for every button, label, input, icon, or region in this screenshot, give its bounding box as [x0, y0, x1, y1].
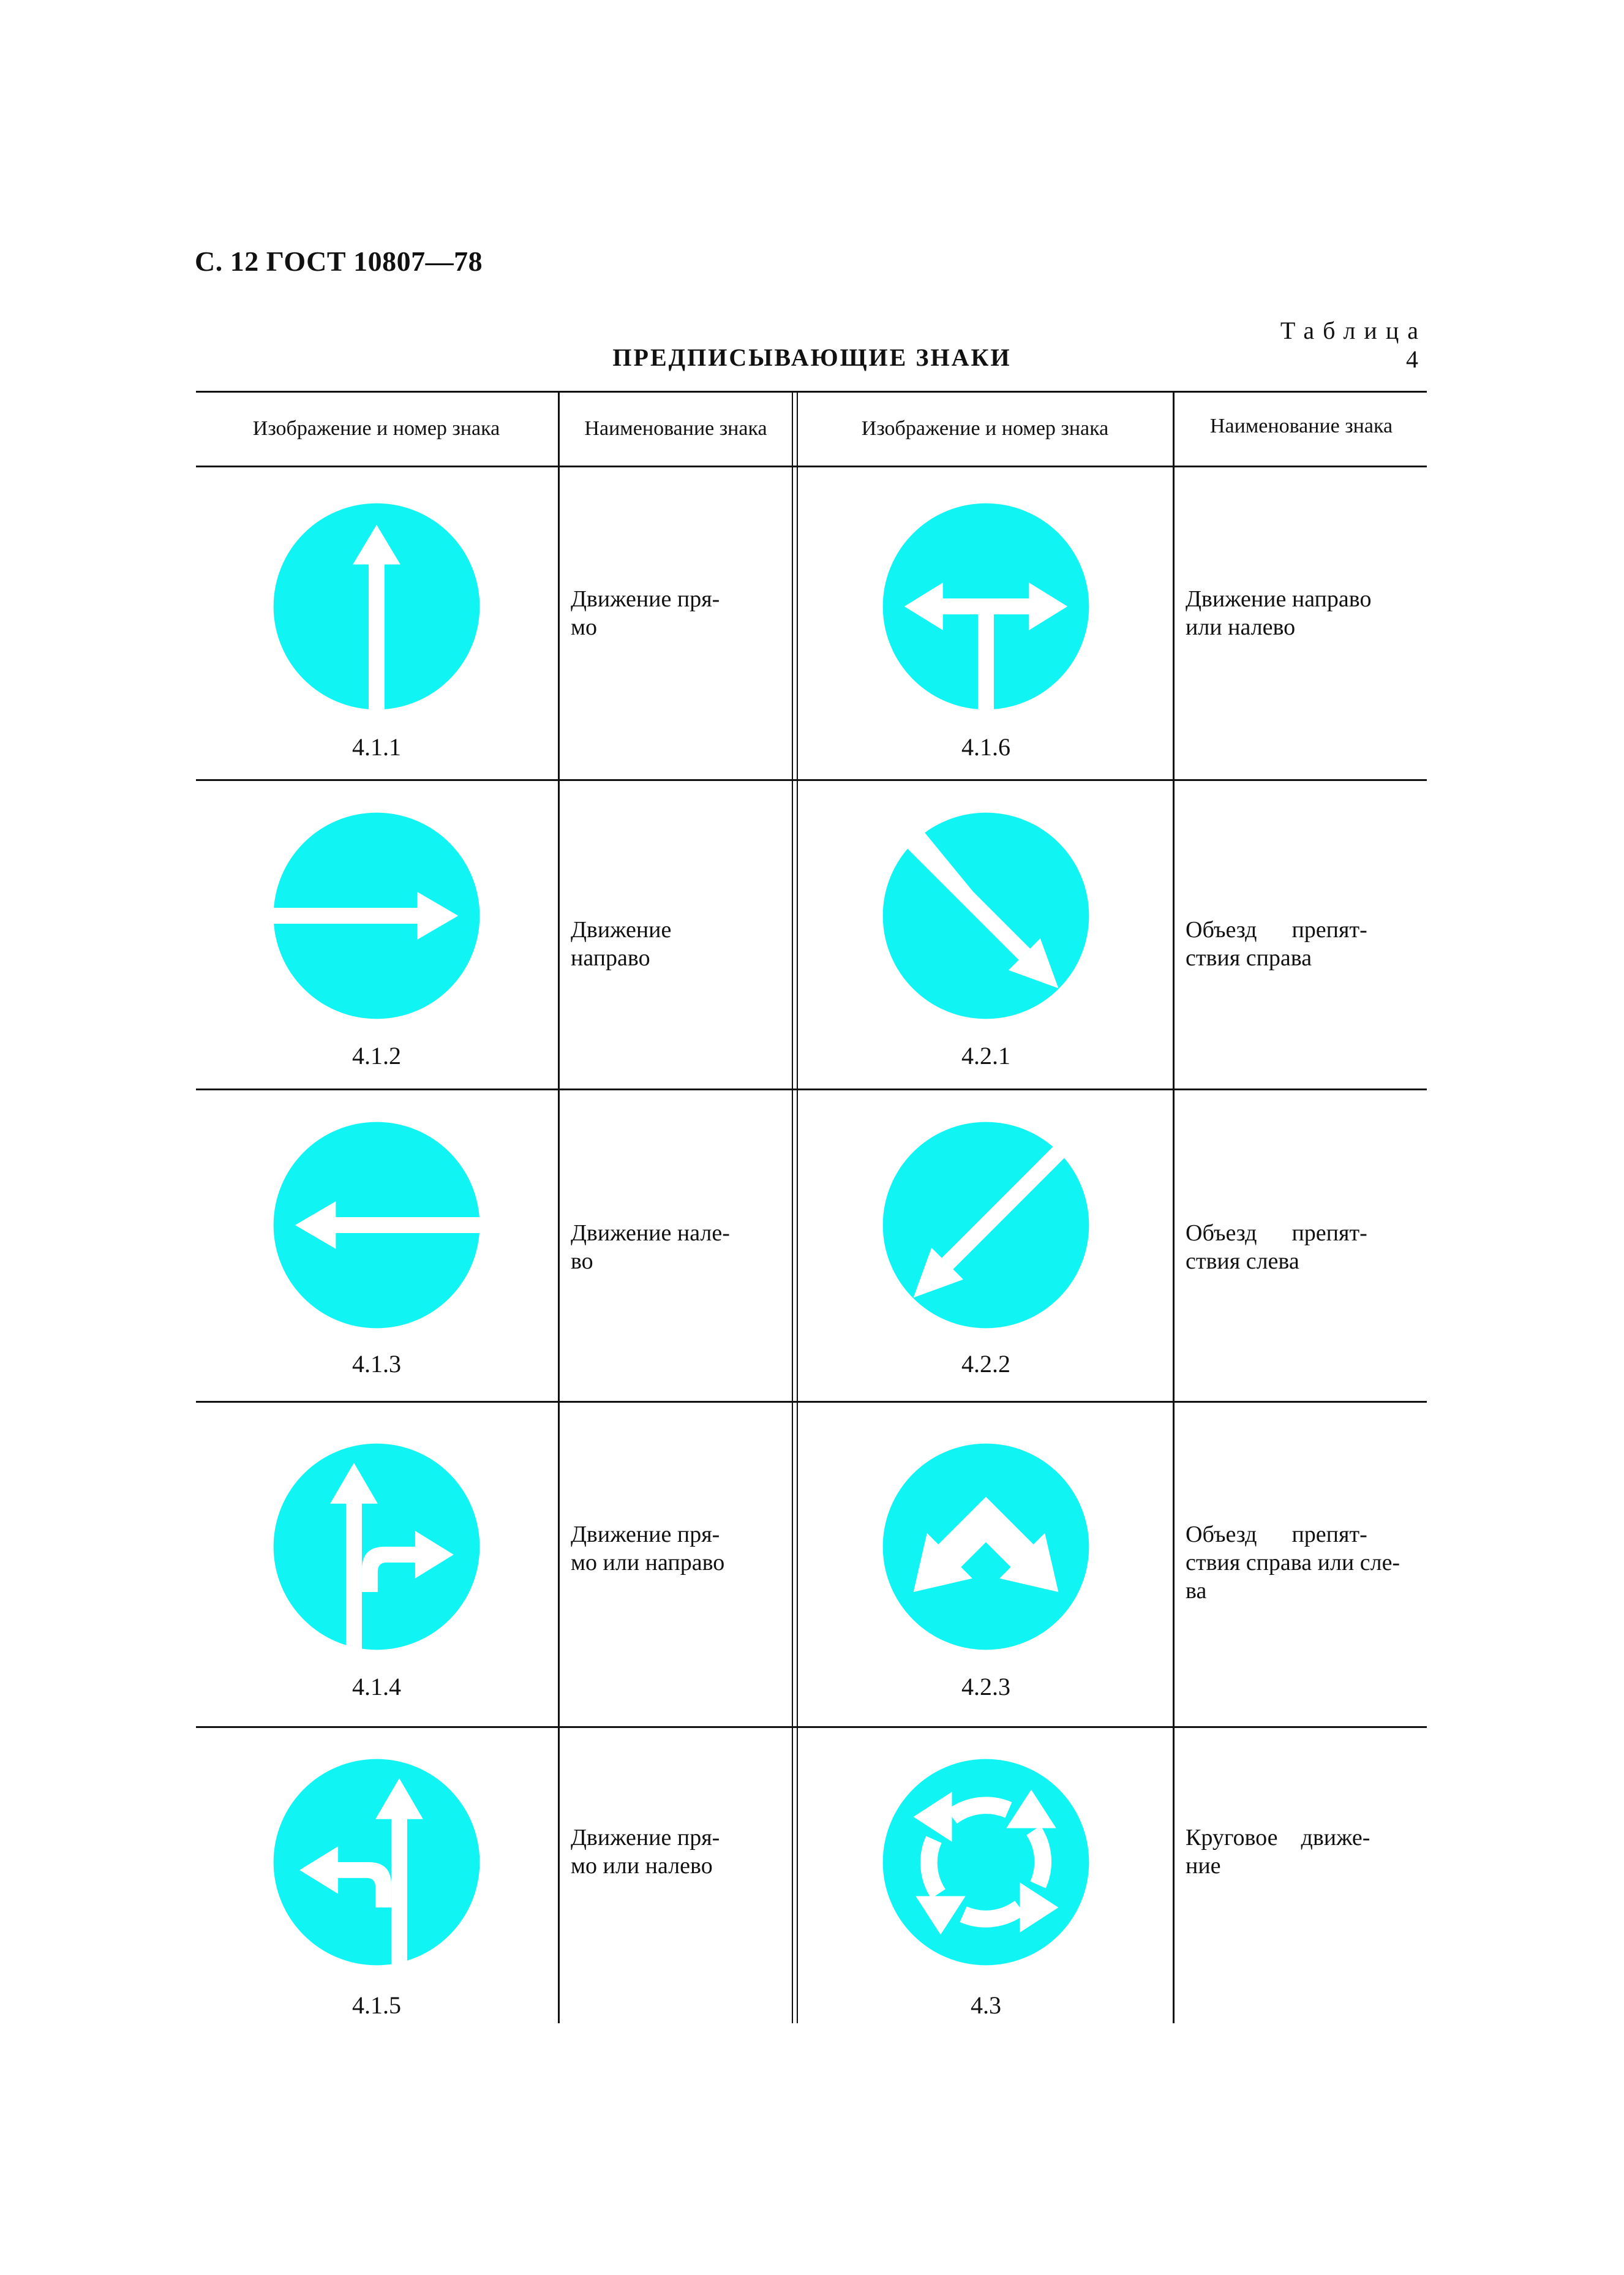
sign-name: Объезд препят- ствия слева [1186, 1220, 1367, 1274]
sign-name: Движение пря- мо или налево [571, 1825, 720, 1879]
sign-number: 4.1.5 [352, 1991, 401, 2019]
left-arrow-icon [263, 1112, 490, 1338]
center-double-divider [797, 391, 798, 2023]
sign-name: Движение направо или налево [1186, 586, 1372, 640]
row-divider [196, 1088, 1427, 1090]
sign-name: Движение направо [571, 917, 672, 971]
detour-right-arrow-icon [873, 802, 1099, 1029]
column-header-image: Изображение и номер знака [861, 417, 1109, 440]
straight-or-left-arrow-icon [263, 1749, 490, 1975]
sign-name: Объезд препят- ствия справа [1186, 917, 1367, 971]
sign-number: 4.2.3 [961, 1673, 1010, 1700]
page-header: С. 12 ГОСТ 10807—78 [195, 246, 483, 277]
column-header-name: Наименование знака [1209, 415, 1393, 437]
header-bottom-rule [196, 466, 1427, 467]
sign-number: 4.3 [971, 1991, 1001, 2019]
sign-number: 4.1.2 [352, 1042, 401, 1070]
row-divider [196, 1401, 1427, 1403]
straight-arrow-icon [263, 493, 490, 720]
right-arrow-icon [263, 802, 490, 1029]
column-header-name: Наименование знака [584, 417, 767, 440]
sign-number: 4.2.2 [961, 1350, 1010, 1378]
table-title: ПРЕДПИСЫВАЮЩИЕ ЗНАКИ [612, 344, 1012, 371]
sign-number: 4.1.3 [352, 1350, 401, 1378]
detour-both-arrow-icon [873, 1433, 1099, 1660]
column-header-image: Изображение и номер знака [252, 417, 500, 440]
table-top-rule [196, 391, 1427, 393]
table-label: Таблица 4 [1280, 317, 1427, 373]
center-double-divider [792, 391, 793, 2023]
column-divider [558, 391, 560, 2023]
sign-name: Движение пря- мо [571, 586, 720, 640]
column-divider [1173, 391, 1175, 2023]
roundabout-icon [873, 1749, 1099, 1975]
sign-name: Движение пря- мо или направо [571, 1522, 725, 1575]
row-divider [196, 1726, 1427, 1728]
sign-number: 4.1.6 [961, 733, 1010, 761]
detour-left-arrow-icon [873, 1112, 1099, 1338]
row-divider [196, 779, 1427, 781]
straight-or-right-arrow-icon [263, 1433, 490, 1660]
sign-number: 4.2.1 [961, 1042, 1010, 1070]
sign-number: 4.1.4 [352, 1673, 401, 1700]
sign-name: Движение нале- во [571, 1220, 730, 1274]
right-or-left-arrow-icon [873, 493, 1099, 720]
sign-name: Объезд препят- ствия справа или сле- ва [1186, 1522, 1400, 1604]
sign-number: 4.1.1 [352, 733, 401, 761]
sign-name: Круговое движе- ние [1186, 1825, 1370, 1879]
